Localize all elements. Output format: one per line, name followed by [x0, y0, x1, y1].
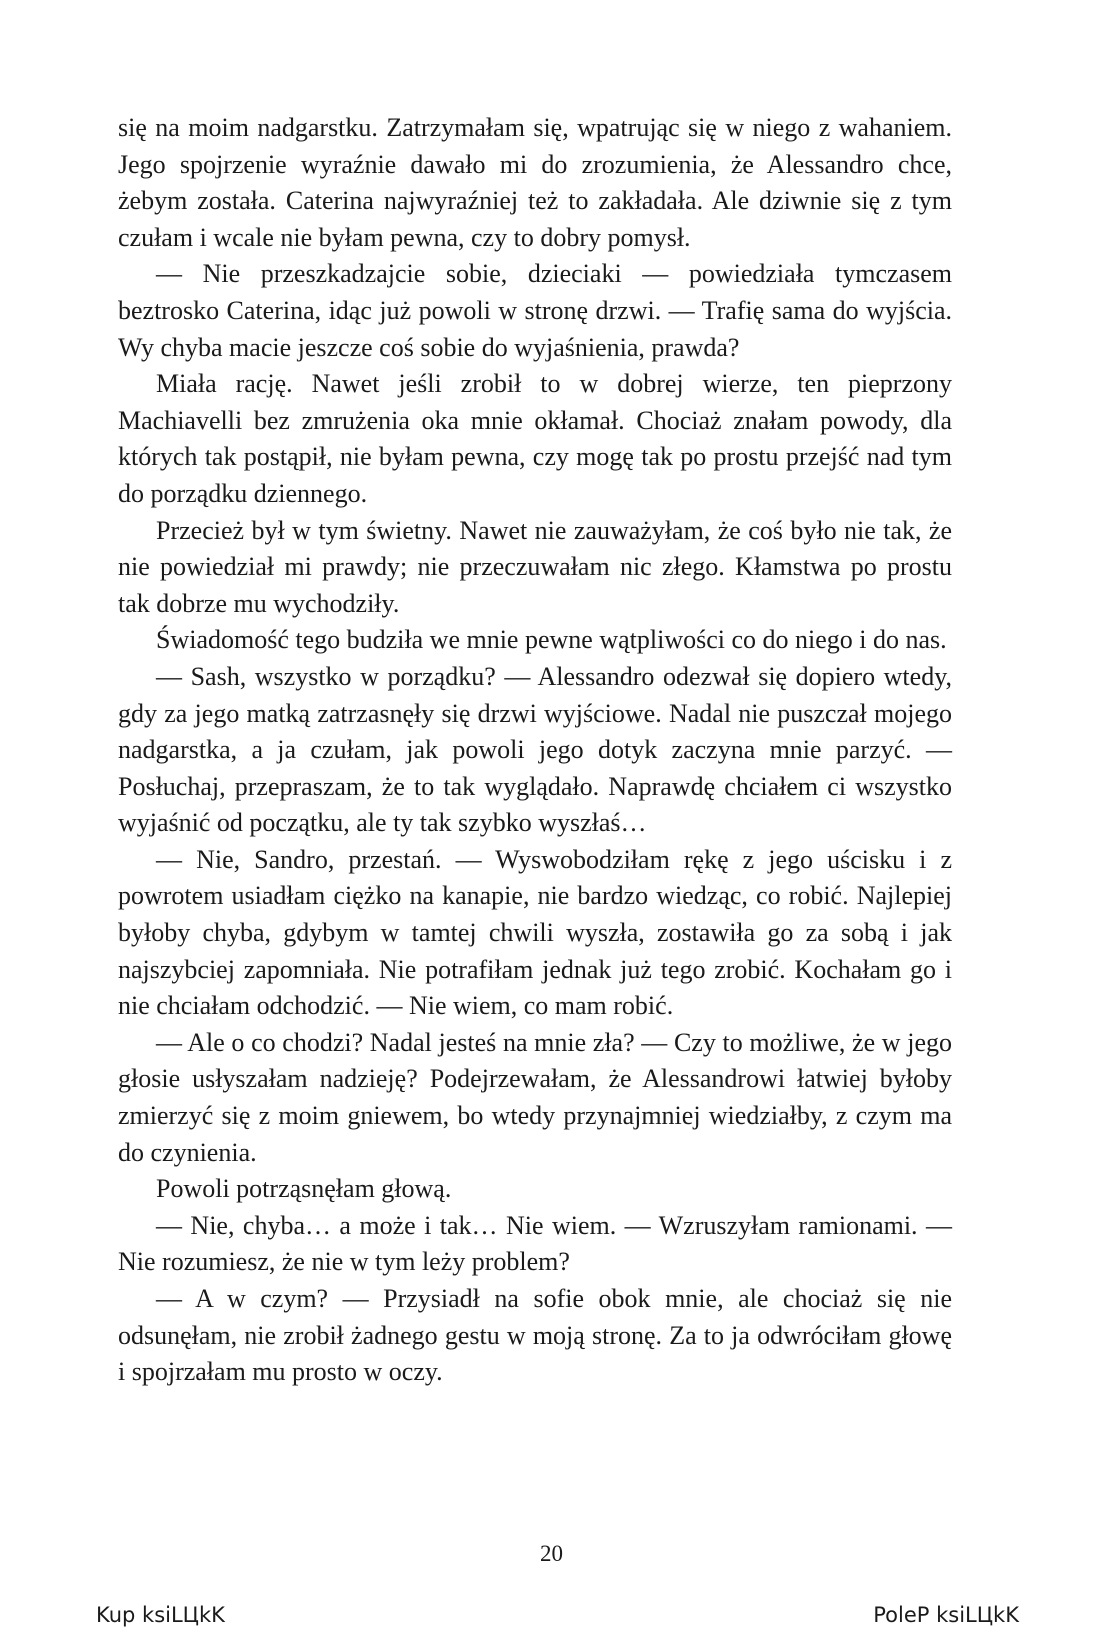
page-number: 20 [540, 1541, 563, 1566]
paragraph-dialogue: — Ale o co chodzi? Nadal jesteś na mnie zła? — Czy to możliwe, że w jego głosie usłyszałam nadzieję? Podejrzewałam, że Alessandrowi łatwiej byłoby zmierzyć się z moim gniewem, bo wtedy przynajmniej wiedziałby, z czym ma do czynienia. [118, 1027, 952, 1167]
paragraph-dialogue: — Sash, wszystko w porządku? — Alessandro odezwał się dopiero wtedy, gdy za jego matką zatrzasnęły się drzwi wyjściowe. Nadal nie puszczał mojego nadgarstka, a ja czułam, jak powoli jego dotyk zaczyna mnie parzyć. — Posłuchaj, przepraszam, że to tak wyglądało. Naprawdę chciałem ci wszystko wyjaśnić od początku, ale ty tak szybko wyszłaś… [118, 661, 952, 838]
recommend-book-link[interactable]: PoleP ksiLЦkK [873, 1603, 1019, 1627]
paragraph-dialogue: — Nie, chyba… a może i tak… Nie wiem. — Wzruszyłam ramionami. — Nie rozumiesz, że nie w tym leży problem? [118, 1210, 952, 1277]
paragraph-dialogue: — Nie, Sandro, przestań. — Wyswobodziłam rękę z jego uścisku i z powrotem usiadłam ciężko na kanapie, nie bardzo wiedząc, co robić. Najlepiej byłoby chyba, gdybym w tamtej chwili wyszła, zostawiła go za sobą i jak najszybciej zapomniała. Nie potrafiłam jednak już tego zrobić. Kochałam go i nie chciałam odchodzić. — Nie wiem, co mam robić. [118, 844, 952, 1021]
paragraph: Świadomość tego budziła we mnie pewne wątpliwości co do niego i do nas. [156, 625, 947, 655]
paragraph: Powoli potrząsnęłam głową. [156, 1174, 452, 1204]
paragraph-dialogue: — Nie przeszkadzajcie sobie, dzieciaki — powiedziała tymczasem beztrosko Caterina, idąc już powoli w stronę drzwi. — Trafię sama do wyjścia. Wy chyba macie jeszcze coś sobie do wyjaśnienia, prawda? [118, 259, 952, 362]
paragraph-dialogue: — A w czym? — Przysiadł na sofie obok mnie, ale chociaż się nie odsunęłam, nie zrobił żadnego gestu w moją stronę. Za to ja odwróciłam głowę i spojrzałam mu prosto w oczy. [118, 1284, 952, 1387]
page-body [118, 110, 952, 1391]
buy-book-link[interactable]: Kup ksiLЦkK [96, 1603, 225, 1627]
paragraph-continued: się na moim nadgarstku. Zatrzymałam się, wpatrując się w niego z wahaniem. Jego spojrzenie wyraźnie dawało mi do zrozumienia, że Alessandro chce, żebym została. Caterina najwyraźniej też to zakładała. Ale dziwnie się z tym czułam i wcale nie byłam pewna, czy to dobry pomysł. [118, 113, 952, 252]
paragraph: Miała rację. Nawet jeśli zrobił to w dobrej wierze, ten pieprzony Machiavelli bez zmrużenia oka mnie okłamał. Chociaż znałam powody, dla których tak postąpił, nie byłam pewna, czy mogę tak po prostu przejść nad tym do porządku dziennego. [118, 369, 952, 508]
paragraph: Przecież był w tym świetny. Nawet nie zauważyłam, że coś było nie tak, że nie powiedział mi prawdy; nie przeczuwałam nic złego. Kłamstwa po prostu tak dobrze mu wychodziły. [118, 515, 952, 618]
